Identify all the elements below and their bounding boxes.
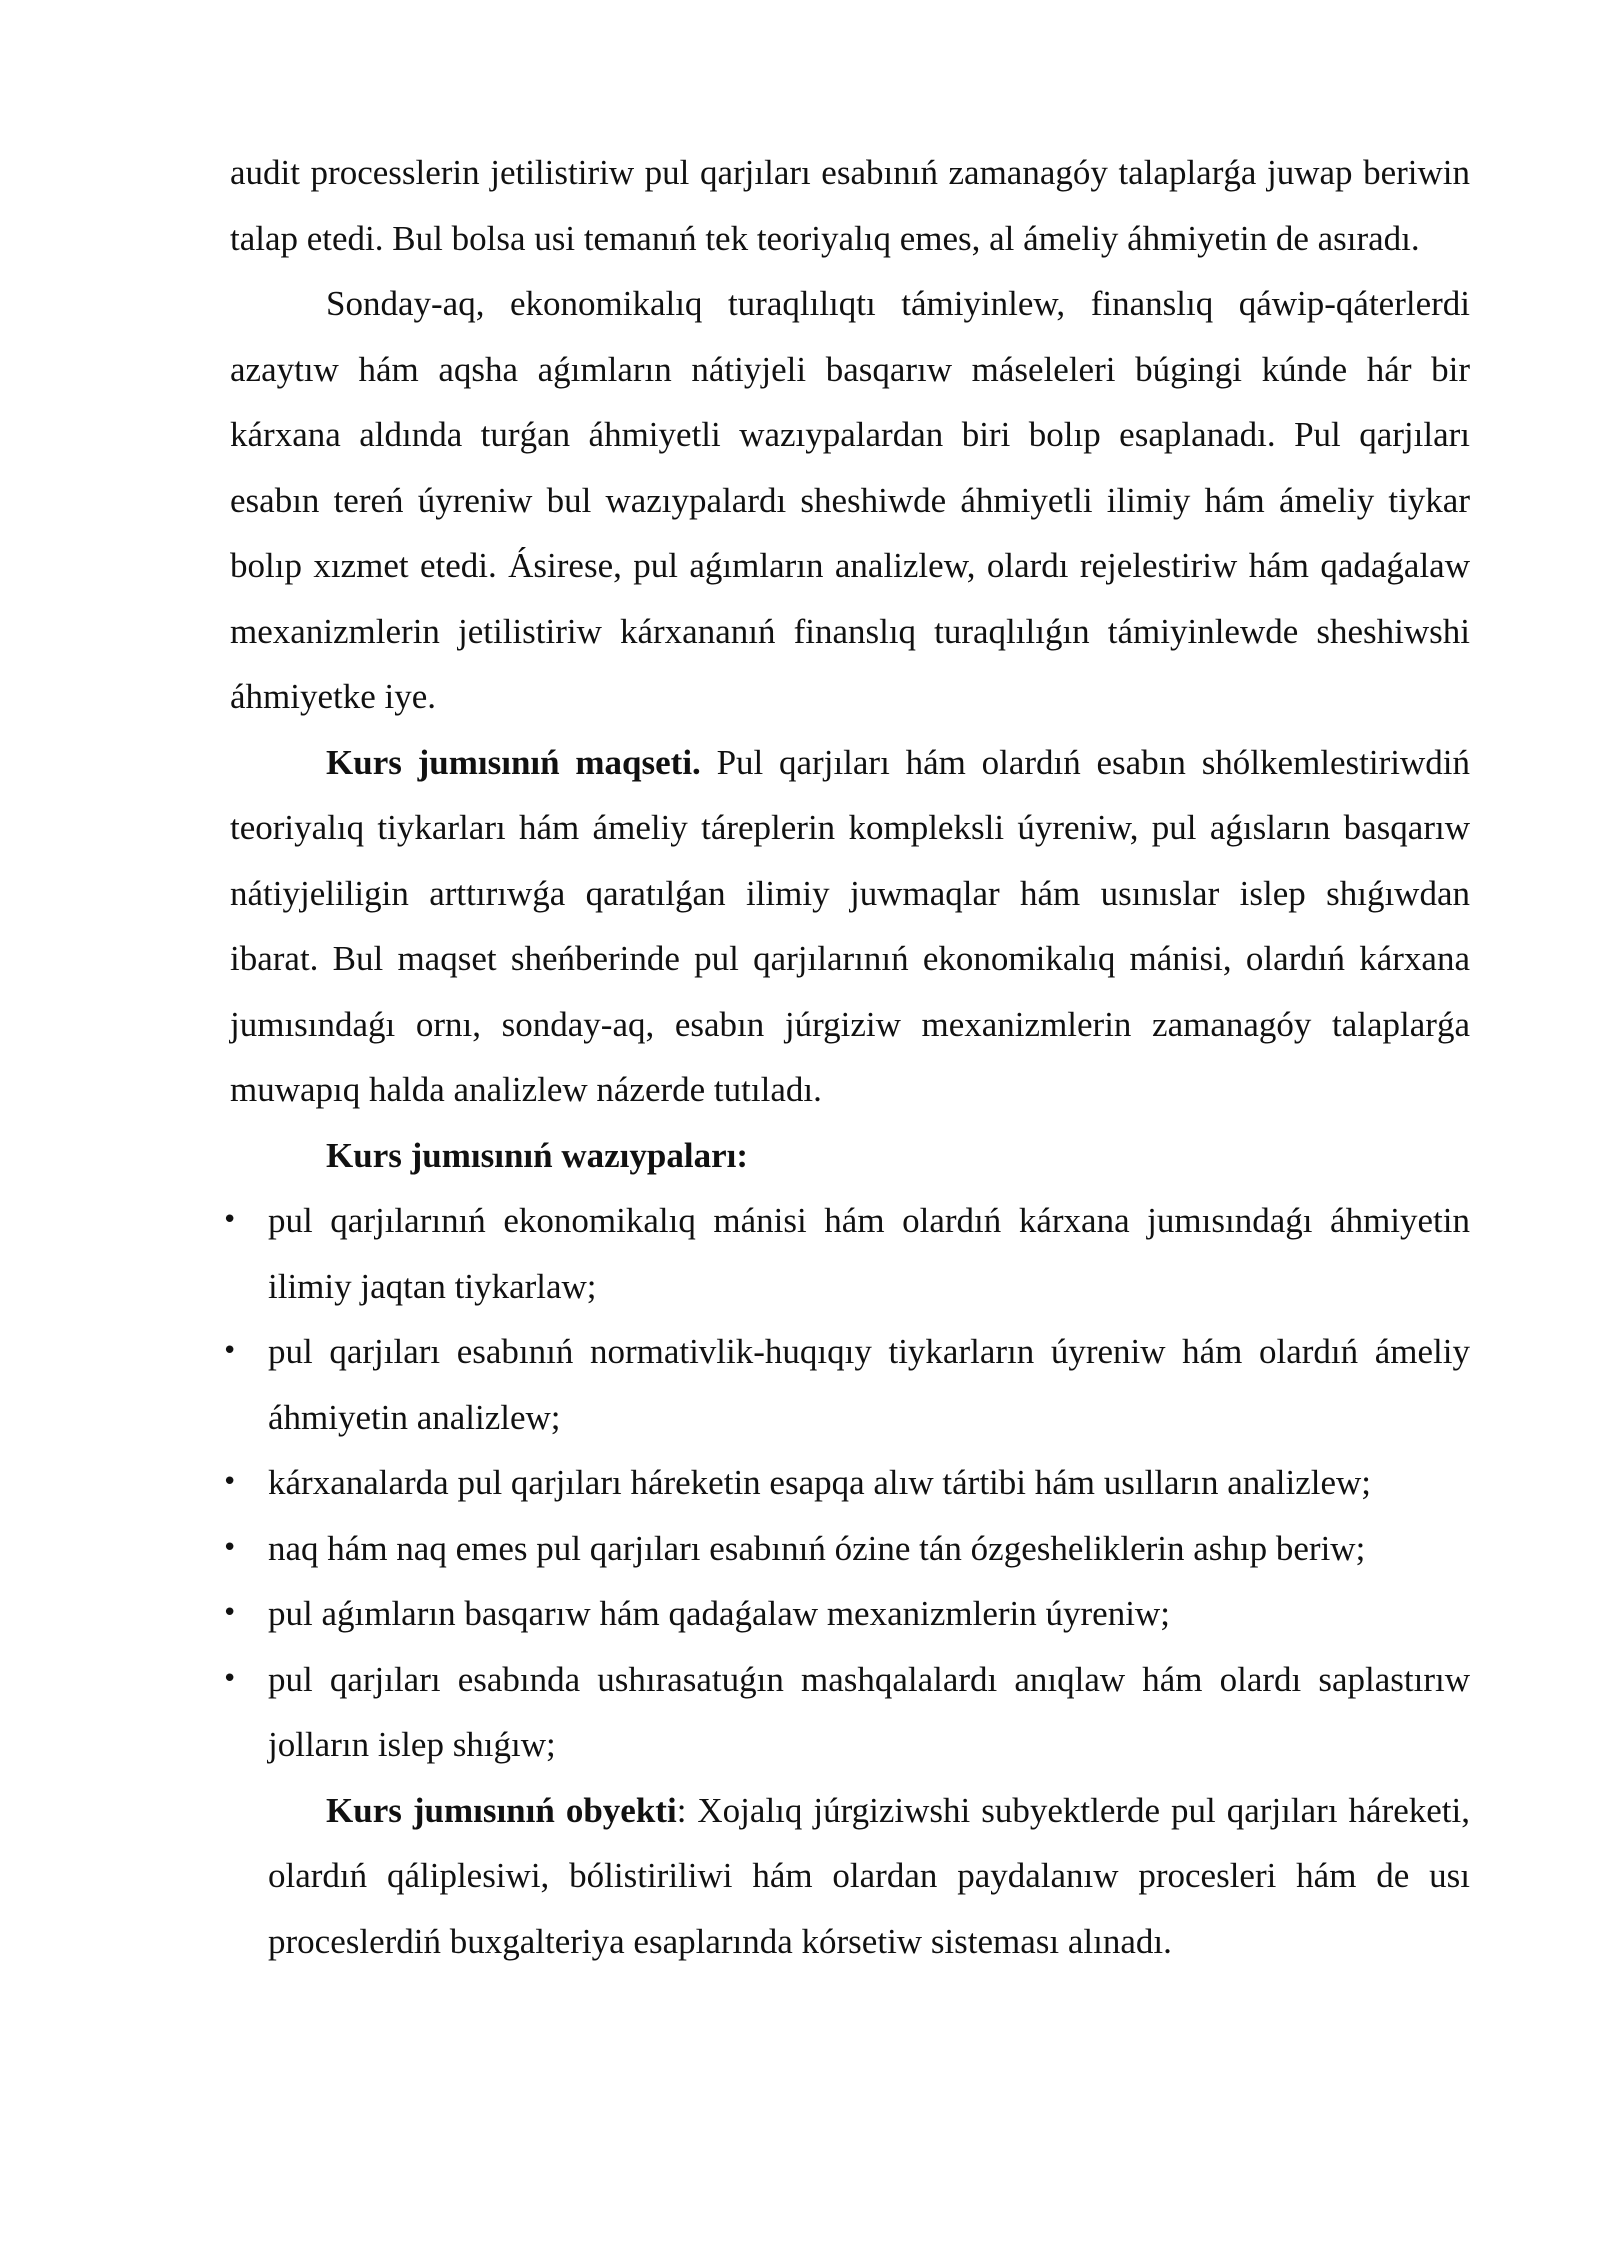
- task-text: pul aǵımların basqarıw hám qadaǵalaw mexanizmlerin úyreniw;: [268, 1594, 1170, 1633]
- task-text: pul qarjıları esabında ushırasatuǵın mashqalalardı anıqlaw hám olardı saplastırıw jolların islep shıǵıw;: [268, 1659, 1470, 1764]
- tasks-heading: Kurs jumısınıń wazıypaları:: [326, 1135, 748, 1175]
- list-item: [222, 1450, 1470, 1516]
- bullet-icon: •: [222, 1467, 238, 1497]
- object-text: : Xojalıq júrgiziwshi subyektlerde pul qarjıları háreketi, olardıń qáliplesiwi, bólistiriliwi hám olardan paydalanıw procesleri hám de usı proceslerdiń buxgalteriya esaplarında kórsetiw sisteması alınadı.: [268, 1790, 1470, 1961]
- goal-text: Pul qarjıları hám olardıń esabın shólkemlestiriwdiń teoriyalıq tiykarları hám ámeliy táreplerin kompleksli úyreniw, pul aǵısların basqarıw nátiyjeliligin arttırıwǵa qaratılǵan ilimiy juwmaqlar hám usınıslar islep shıǵıwdan ibarat. Bul maqset sheńberinde pul qarjılarınıń ekonomikalıq mánisi, olardıń kárxana jumısındaǵı ornı, sonday-aq, esabın júrgiziw mexanizmlerin zamanagóy talaplarǵa muwapıq halda analizlew názerde tutıladı.: [230, 742, 1471, 1109]
- task-text: pul qarjıları esabınıń normativlik-huqıqıy tiykarların úyreniw hám olardıń ámeliy áhmiyetin analizlew;: [268, 1332, 1470, 1437]
- list-item: [222, 1188, 1470, 1319]
- task-text: naq hám naq emes pul qarjıları esabınıń ózine tán ózgesheliklerin ashıp beriw;: [268, 1528, 1366, 1568]
- list-item: [222, 1516, 1470, 1582]
- list-item: [222, 1319, 1470, 1450]
- bullet-icon: •: [222, 1663, 238, 1694]
- bullet-icon: •: [222, 1598, 238, 1628]
- tasks-list: [222, 1188, 1470, 1778]
- goal-paragraph: [230, 730, 1470, 1123]
- list-item: [222, 1647, 1470, 1778]
- bullet-icon: •: [222, 1532, 238, 1563]
- relevance-paragraph: Sonday-aq, ekonomikalıq turaqlılıqtı támiyinlew, finanslıq qáwip-qáterlerdi azaytıw hám aqsha aǵımların nátiyjeli basqarıw máseleleri búgingi kúnde hár bir kárxana aldında turǵan áhmiyetli wazıypalardan biri bolıp esaplanadı. Pul qarjıları esabın tereń úyreniw bul wazıypalardı sheshiwde áhmiyetli ilimiy hám ámeliy tiykar bolıp xızmet etedi. Ásirese, pul aǵımların analizlew, olardı rejelestiriw hám qadaǵalaw mexanizmlerin jetilistiriw kárxananıń finanslıq turaqlılıǵın támiyinlewde sheshiwshi áhmiyetke iye.: [230, 284, 1470, 716]
- object-label: Kurs jumısınıń obyekti: [326, 1790, 677, 1830]
- document-page: [222, 140, 1471, 1974]
- task-text: kárxanalarda pul qarjıları háreketin esapqa alıw tártibi hám usılların analizlew;: [268, 1463, 1372, 1502]
- object-paragraph: [230, 1778, 1470, 1975]
- bullet-icon: •: [222, 1205, 238, 1235]
- goal-label: Kurs jumısınıń maqseti.: [326, 742, 701, 782]
- list-item: [222, 1581, 1470, 1647]
- bullet-icon: •: [222, 1336, 238, 1366]
- intro-paragraph: audit processlerin jetilistiriw pul qarjıları esabınıń zamanagóy talaplarǵa juwap beriwin talap etedi. Bul bolsa usi temanıń tek teoriyalıq emes, al ámeliy áhmiyetin de asıradı.: [230, 153, 1470, 258]
- task-text: pul qarjılarınıń ekonomikalıq mánisi hám olardıń kárxana jumısındaǵı áhmiyetin ilimiy jaqtan tiykarlaw;: [268, 1201, 1470, 1306]
